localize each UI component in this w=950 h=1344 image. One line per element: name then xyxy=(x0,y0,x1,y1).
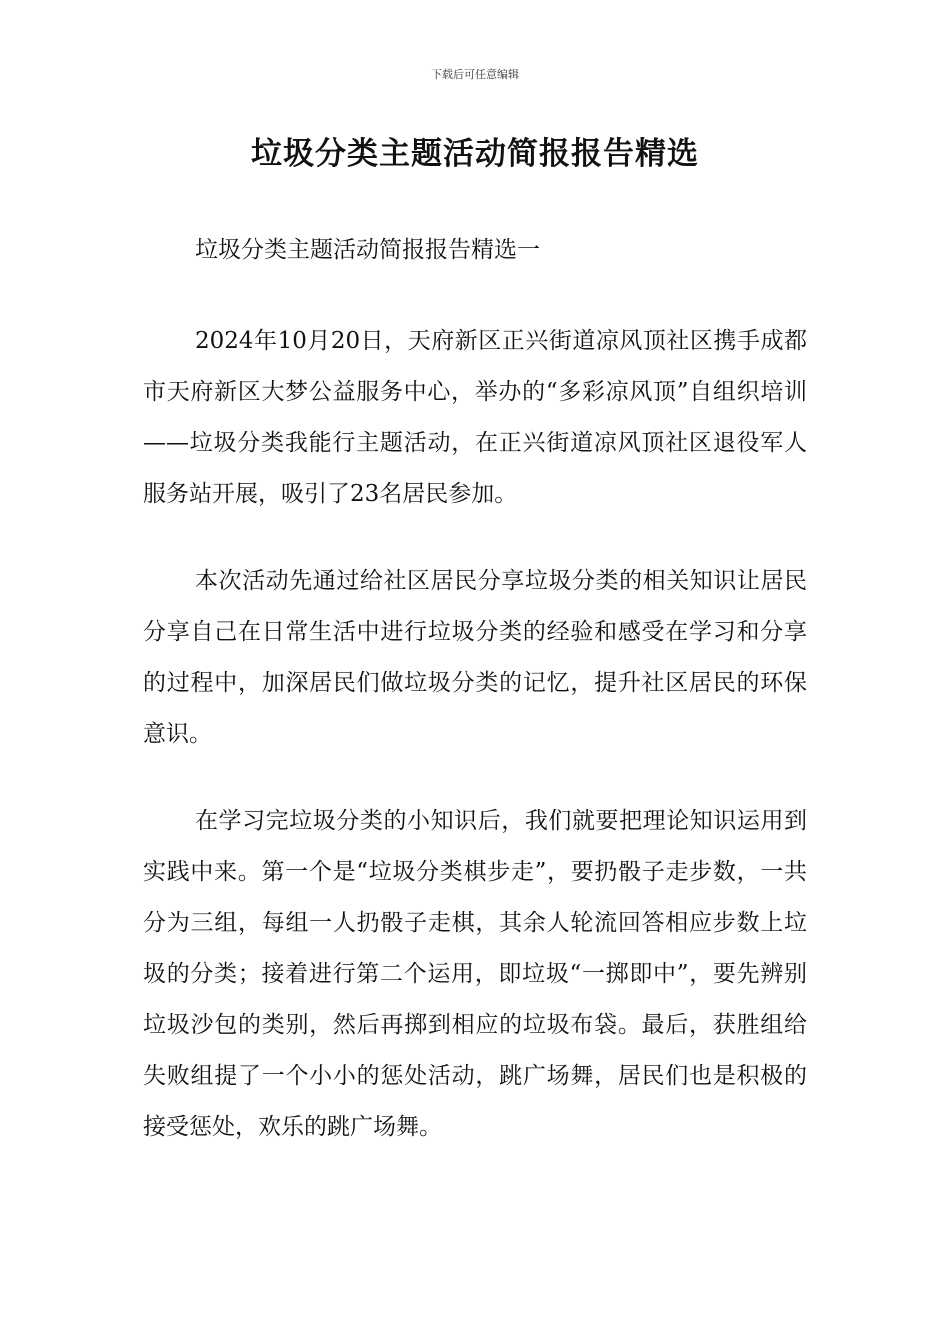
paragraph-3: 在学习完垃圾分类的小知识后，我们就要把理论知识运用到实践中来。第一个是“垃圾分类棋步走”，要扔骰子走步数，一共分为三组，每组一人扔骰子走棋，其余人轮流回答相应步数上垃圾的分类；接着进行第二个运用，即垃圾“一掷即中”，要先辨别垃圾沙包的类别，然后再掷到相应的垃圾布袋。最后，获胜组给失败组提了一个小小的惩处活动，跳广场舞，居民们也是积极的接受惩处，欢乐的跳广场舞。 xyxy=(143,808,807,1140)
section-subtitle: 垃圾分类主题活动简报报告精选一 xyxy=(195,237,540,263)
header-note: 下载后可任意编辑 xyxy=(431,68,519,81)
paragraph-1: 2024年10月20日，天府新区正兴街道凉风顶社区携手成都市天府新区大梦公益服务中心，举办的“多彩凉风顶”自组织培训——垃圾分类我能行主题活动，在正兴街道凉风顶社区退役军人服务站开展，吸引了23名居民参加。 xyxy=(143,328,807,507)
paragraph-2: 本次活动先通过给社区居民分享垃圾分类的相关知识让居民分享自己在日常生活中进行垃圾分类的经验和感受在学习和分享的过程中，加深居民们做垃圾分类的记忆，提升社区居民的环保意识。 xyxy=(143,568,807,747)
document-body xyxy=(143,226,807,1189)
document-title: 垃圾分类主题活动简报报告精选 xyxy=(251,136,699,172)
